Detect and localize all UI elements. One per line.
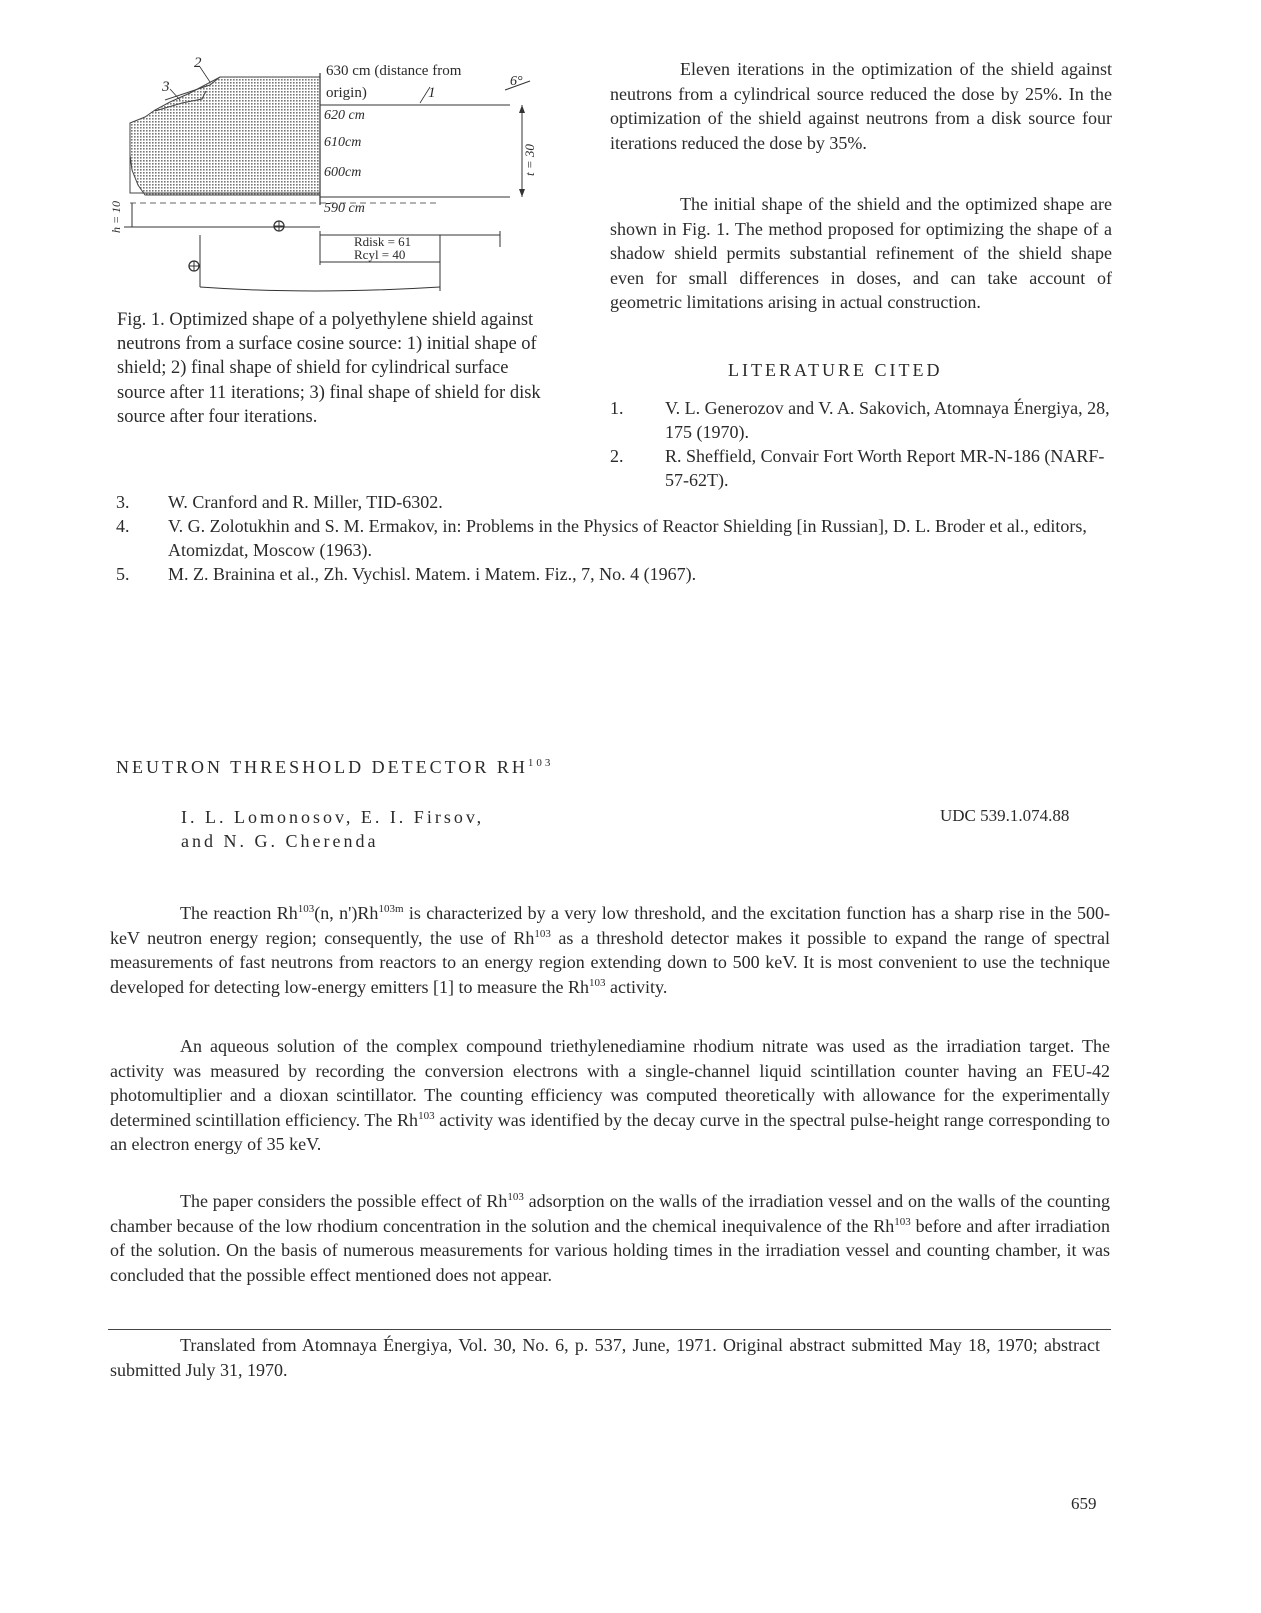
reference-text: R. Sheffield, Convair Fort Worth Report MR-N-186 (NARF-57-62T). bbox=[665, 446, 1105, 490]
rh-isotope: 103 bbox=[418, 1109, 435, 1122]
p3-text-2: adsorption on the walls of the irradiation vessel and on the walls of the counting chamber because of the low rhodium concentration in the solution and the chemical inequivalence of the bbox=[110, 1191, 1111, 1236]
rh-isotope: 103 bbox=[589, 976, 606, 989]
article-title-text: NEUTRON THRESHOLD DETECTOR RH bbox=[116, 757, 528, 777]
p1-text-4: as a threshold detector makes it possible to expand the range of spectral measurements of fast neutrons from reactors to an energy region extending down to 500 keV. It is most convenient to use the technique developed for detecting low-energy emitters [1] to measure the bbox=[110, 927, 1110, 997]
p2-text-1: An aqueous solution of the complex compound triethylenediamine rhodium nitrate was used as the irradiation target. The activity was measured by recording the conversion electrons with a single-channel liquid scintillation counter having an FEU-42 photomultiplier and a dioxan scintillator. The counting efficiency was computed theoretically with allowance for the experimentally determined scintillation efficiency. The bbox=[110, 1036, 1110, 1130]
authors-line-2: and N. G. Cherenda bbox=[181, 831, 379, 851]
rh: Rh bbox=[397, 1109, 419, 1130]
right-para-2: The initial shape of the shield and the optimized shape are shown in Fig. 1. The method proposed for optimizing the shape of a shadow shield permits substantial refinement of the shield shape even for small differences in doses, and can take account of geometric limitations arising in actual construction. bbox=[610, 194, 1112, 312]
figure-caption: Fig. 1. Optimized shape of a polyethylene shield against neutrons from a surface cosine source: 1) initial shape of shield; 2) final shape of shield for cylindrical surface source after 11 iterations; 3) final shape of shield for disk source after four iterations. bbox=[117, 310, 541, 427]
rdisk-label: Rdisk = 61 bbox=[354, 234, 412, 249]
shield-diagram bbox=[110, 55, 560, 305]
t-label: t = 30 bbox=[522, 144, 537, 176]
authors bbox=[181, 805, 484, 853]
reference-3 bbox=[116, 490, 1121, 514]
reference-1 bbox=[610, 396, 1120, 444]
reference-4 bbox=[116, 514, 1121, 562]
p1-text-1: The reaction bbox=[180, 903, 277, 923]
angle-label: 6° bbox=[510, 74, 523, 89]
footnote-rule bbox=[108, 1329, 1111, 1330]
reference-number: 1. bbox=[610, 398, 624, 418]
rh-isotope: 103 bbox=[534, 927, 551, 940]
curve-1-label: 1 bbox=[428, 85, 436, 101]
footnote: Translated from Atomnaya Énergiya, Vol. 30, No. 6, p. 537, June, 1971. Original abstract submitted May 18, 1970; abstract submitted July 31, 1970. bbox=[110, 1335, 1100, 1380]
shield-shape bbox=[130, 77, 320, 195]
p2-text-2: activity was identified by the decay curve in the spectral pulse-height range corresponding to an electron energy of 35 keV. bbox=[110, 1109, 1110, 1154]
p1-text-3: is characterized by a very low threshold, and the excitation function has a sharp rise in the 500-keV neutron energy region; consequently, the use of bbox=[110, 903, 1110, 948]
rh-isomer: 103m bbox=[378, 903, 404, 915]
rcyl-label: Rcyl = 40 bbox=[354, 247, 406, 262]
r610-label: 610cm bbox=[324, 135, 362, 150]
p3-text-1: The paper considers the possible effect of bbox=[180, 1191, 487, 1211]
reference-text: V. G. Zolotukhin and S. M. Ermakov, in: Problems in the Physics of Reactor Shielding [in Russian], D. L. Broder et al., editors, Atomizdat, Moscow (1963). bbox=[168, 516, 1087, 560]
figure-1 bbox=[110, 55, 560, 305]
reference-5 bbox=[116, 562, 1121, 586]
reference-number: 2. bbox=[610, 446, 624, 466]
reference-number: 4. bbox=[116, 516, 130, 536]
dist-label-1: 630 cm (distance from bbox=[326, 63, 462, 79]
right-para-1: Eleven iterations in the optimization of the shield against neutrons from a cylindrical source reduced the dose by 25%. In the optimization of the shield against neutrons from a disk source four iterations reduced the dose by 35%. bbox=[610, 59, 1112, 153]
p3-text-3: before and after irradiation of the solution. On the basis of numerous measurements for various holding times in the irradiation vessel and counting chamber, it was concluded that the possible effect mentioned does not appear. bbox=[110, 1215, 1110, 1285]
literature-heading: LITERATURE CITED bbox=[728, 360, 943, 380]
reference-text: V. L. Generozov and V. A. Sakovich, Atomnaya Énergiya, 28, 175 (1970). bbox=[665, 398, 1110, 442]
rh: Rh bbox=[486, 1191, 508, 1211]
article-para-2 bbox=[110, 1034, 1110, 1157]
rh: Rh bbox=[568, 976, 590, 997]
article-title-sup: 103 bbox=[527, 757, 554, 769]
rh: Rh bbox=[357, 903, 379, 923]
rh-isotope: 103 bbox=[507, 1191, 524, 1203]
r590-label: 590 cm bbox=[324, 201, 365, 216]
reference-text: W. Cranford and R. Miller, TID-6302. bbox=[168, 492, 443, 512]
r600-label: 600cm bbox=[324, 165, 362, 180]
page-number: 659 bbox=[1071, 1494, 1097, 1513]
rh-isotope: 103 bbox=[894, 1215, 911, 1228]
reference-2 bbox=[610, 444, 1120, 492]
rh: Rh bbox=[513, 927, 535, 948]
references-bottom bbox=[116, 490, 1121, 586]
reference-number: 3. bbox=[116, 492, 130, 512]
article-title bbox=[116, 757, 553, 778]
p1-text-5: activity. bbox=[605, 976, 668, 997]
article-para-3 bbox=[110, 1189, 1110, 1287]
reference-number: 5. bbox=[116, 564, 130, 584]
p1-text-2: (n, n') bbox=[314, 903, 358, 923]
reference-text: M. Z. Brainina et al., Zh. Vychisl. Matem. i Matem. Fiz., 7, No. 4 (1967). bbox=[168, 564, 697, 584]
article-para-1 bbox=[110, 901, 1110, 999]
authors-line-1: I. L. Lomonosov, E. I. Firsov, bbox=[181, 807, 485, 827]
curve-3-label: 3 bbox=[162, 79, 170, 95]
curve-2-label: 2 bbox=[194, 55, 202, 71]
references-top bbox=[610, 396, 1120, 492]
r620-label: 620 cm bbox=[324, 108, 365, 123]
rh: Rh bbox=[276, 903, 298, 923]
rh: Rh bbox=[873, 1215, 895, 1236]
dist-label-2: origin) bbox=[326, 85, 367, 101]
udc: UDC 539.1.074.88 bbox=[940, 806, 1070, 825]
rh-isotope: 103 bbox=[297, 903, 315, 915]
h-label: h = 10 bbox=[110, 200, 123, 234]
